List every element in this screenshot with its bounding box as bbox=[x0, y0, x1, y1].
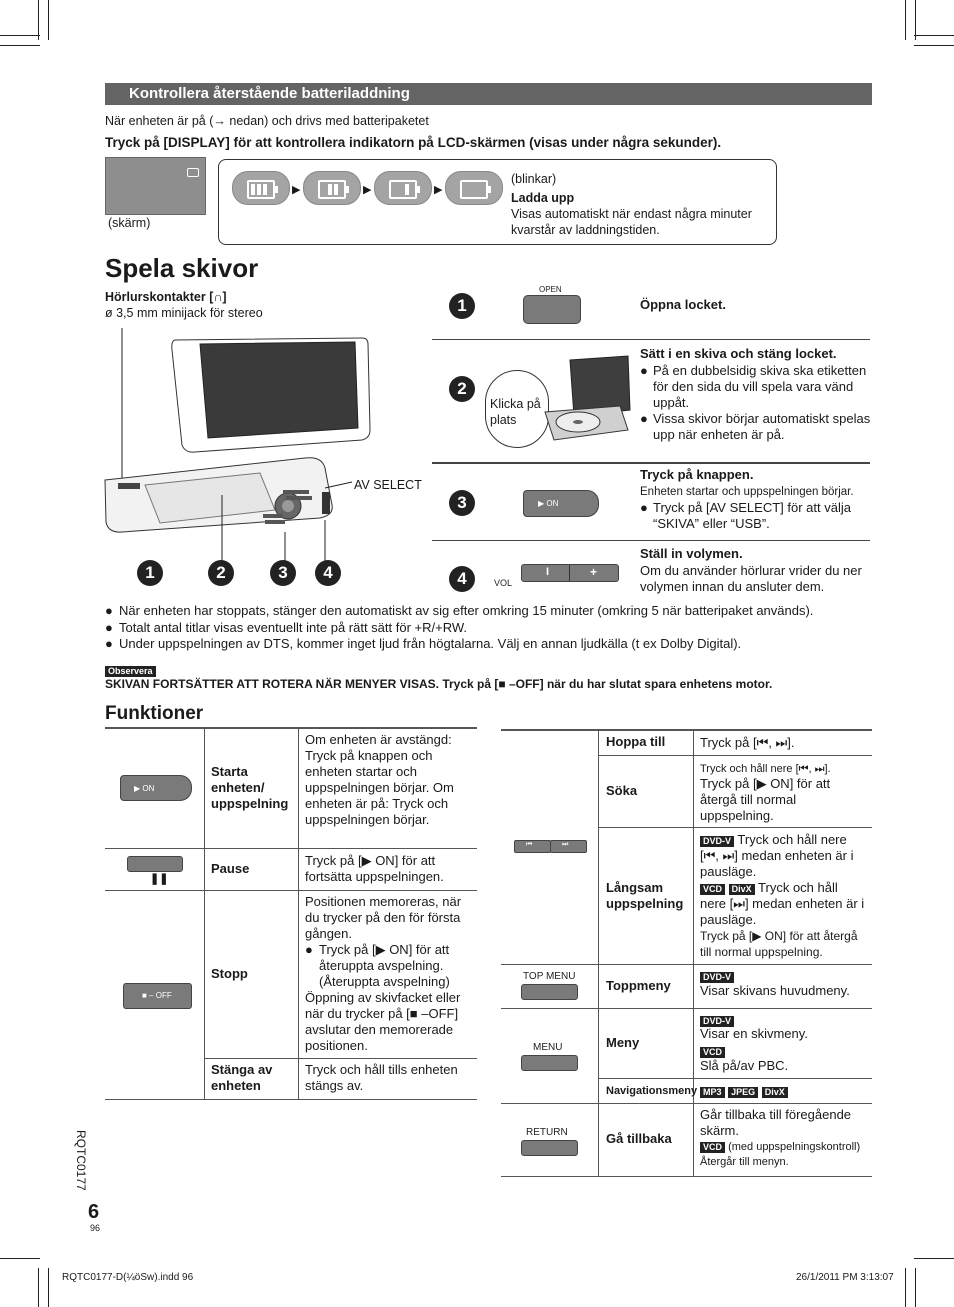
divx-tag: DivX bbox=[729, 884, 755, 895]
section-header-battery: Kontrollera återstående batteriladdning bbox=[105, 83, 872, 105]
blink-label: (blinkar) bbox=[511, 172, 557, 186]
table-row-line bbox=[501, 1103, 872, 1104]
pause-function-name: Pause bbox=[211, 861, 250, 876]
vcd-tag: VCD bbox=[700, 1142, 725, 1153]
crop-mark bbox=[48, 1268, 49, 1307]
menu-desc-2: Slå på/av PBC. bbox=[700, 1058, 789, 1073]
table-border bbox=[598, 731, 599, 1176]
menu-desc-1: Visar en skivmeny. bbox=[700, 1026, 808, 1041]
callout-1: 1 bbox=[137, 560, 163, 586]
crop-mark bbox=[38, 0, 39, 40]
table-row-line bbox=[105, 848, 477, 849]
step-2-bullet-2: ● Vissa skivor börjar automatiskt spelas upp när enheten är på. bbox=[640, 411, 871, 442]
return-button[interactable] bbox=[521, 1140, 578, 1156]
table-border bbox=[105, 727, 477, 729]
arrow-right-icon: ▶ bbox=[434, 184, 443, 196]
dvd-v-tag: DVD-V bbox=[700, 836, 734, 847]
headphone-text: ø 3,5 mm minijack för stereo bbox=[105, 306, 263, 320]
step-3-bullet: ● Tryck på [AV SELECT] för att välja “SKIVA” eller “USB”. bbox=[640, 500, 872, 532]
note-2-text: Totalt antal titlar visas eventuellt inte på rätt sätt för +R/+RW. bbox=[119, 620, 468, 635]
power-off-function-name: Stänga av enheten bbox=[211, 1062, 273, 1093]
step-4-number: 4 bbox=[449, 566, 475, 592]
return-label: RETURN bbox=[526, 1127, 568, 1138]
step-4-sub: Om du använder hörlurar vrider du ner volymen innan du ansluter dem. bbox=[640, 563, 862, 594]
callout-2: 2 bbox=[208, 560, 234, 586]
search-function-name: Söka bbox=[606, 783, 638, 798]
stop-function-bullet-text: Tryck på [▶ ON] för att återuppta avspelning. (Återuppta avspelning) bbox=[319, 942, 450, 989]
table-row-line bbox=[598, 827, 872, 828]
crop-mark bbox=[0, 35, 40, 36]
file-name: RQTC0177-D(¼öSw).indd 96 bbox=[62, 1272, 194, 1283]
top-menu-tag bbox=[700, 968, 734, 984]
crop-mark bbox=[914, 35, 954, 36]
slow-play-function-name: Långsam uppspelning bbox=[606, 880, 684, 911]
table-row-line bbox=[598, 755, 872, 756]
step-2-bullet-2-text: Vissa skivor börjar automatiskt spelas upp när enheten är på. bbox=[653, 411, 871, 442]
headphone-title: Hörlurskontakter [∩] bbox=[105, 290, 227, 304]
table-row-line bbox=[501, 964, 872, 965]
stop-function-bullet: ● Tryck på [▶ ON] för att återuppta avspelning. (Återuppta avspelning) bbox=[305, 942, 473, 990]
step-divider bbox=[432, 540, 870, 541]
top-menu-button[interactable] bbox=[521, 984, 578, 1000]
on-button[interactable] bbox=[523, 490, 599, 517]
step-2-bullet-1-text: På en dubbelsidig skiva ska etiketten för den sida du vill spela vara vänd uppåt. bbox=[653, 363, 867, 410]
dvd-v-tag: DVD-V bbox=[700, 1016, 734, 1027]
start-button[interactable] bbox=[120, 775, 192, 801]
menu-button[interactable] bbox=[521, 1055, 578, 1071]
crop-mark bbox=[905, 0, 906, 40]
play-title: Spela skivor bbox=[105, 253, 259, 283]
note-1: ● När enheten har stoppats, stänger den automatiskt av sig efter omkring 15 minuter (omkring 5 när batteripaket används). bbox=[105, 603, 885, 619]
start-function-desc: Om enheten är avstängd: Tryck på knappen och enheten startar och uppspelningen börjar. Om enheten är på: Tryck och uppspelningen börjar. bbox=[305, 732, 454, 827]
skip-forward-button[interactable] bbox=[550, 840, 587, 853]
note-3: ● Under uppspelningen av DTS, kommer inget ljud från högtalarna. Välj en annan ljudkälla (t ex Dolby Digital). bbox=[105, 636, 885, 652]
step-3-title: Tryck på knappen. bbox=[640, 467, 754, 482]
stop-button[interactable] bbox=[123, 983, 192, 1009]
start-function-name: Starta enheten/ uppspelning bbox=[211, 764, 289, 811]
navigation-menu-function-name: Navigationsmeny bbox=[606, 1085, 698, 1097]
skip-function-name: Hoppa till bbox=[606, 734, 666, 749]
charge-text: Visas automatiskt när endast några minuter kvarstår av laddningstiden. bbox=[511, 207, 752, 237]
slow-play-desc-2-text: Tryck och håll nere [⏭] medan enheten är i pausläge. bbox=[700, 880, 865, 927]
start-button-label: ▶ ON bbox=[134, 784, 155, 793]
step-2-number: 2 bbox=[449, 376, 475, 402]
slow-play-desc-1 bbox=[700, 832, 865, 880]
return-function-desc-small-text: (med uppspelningskontroll) Återgår till menyn. bbox=[700, 1141, 861, 1168]
step-divider bbox=[432, 462, 870, 464]
table-border bbox=[204, 729, 205, 1099]
crop-mark bbox=[914, 45, 954, 46]
skip-forward-icon: ⏭ bbox=[562, 841, 569, 848]
click-bubble-text: Klicka på plats bbox=[490, 397, 541, 427]
page-number-small: 96 bbox=[90, 1223, 101, 1233]
table-row-line bbox=[105, 890, 477, 891]
mp3-tag: MP3 bbox=[700, 1087, 725, 1098]
skip-back-button[interactable] bbox=[514, 840, 551, 853]
print-date: 26/1/2011 PM 3:13:07 bbox=[796, 1272, 894, 1283]
battery-empty-blinking-icon bbox=[445, 171, 503, 205]
step-3-number: 3 bbox=[449, 490, 475, 516]
crop-mark bbox=[915, 0, 916, 40]
step-2-bullet-1: ● På en dubbelsidig skiva ska etiketten för den sida du vill spela vara vänd uppåt. bbox=[640, 363, 872, 411]
document-code: RQTC0177 bbox=[74, 1130, 88, 1191]
disc-insert-illustration bbox=[540, 350, 632, 442]
search-function-desc: Tryck på [▶ ON] för att återgå till normal uppspelning. bbox=[700, 776, 831, 823]
observe-tag-text: Observera bbox=[105, 666, 156, 677]
callout-4: 4 bbox=[315, 560, 341, 586]
vol-label: VOL bbox=[494, 578, 513, 588]
charge-title: Ladda upp bbox=[511, 191, 575, 205]
lcd-screen-illustration bbox=[105, 157, 206, 215]
arrow-right-icon: ▶ bbox=[363, 184, 372, 196]
table-row-line bbox=[204, 1058, 477, 1059]
table-row-line bbox=[501, 1008, 872, 1009]
table-bottom-line bbox=[501, 1176, 872, 1177]
stop-function-name: Stopp bbox=[211, 966, 248, 981]
stop-function-desc-2: Öppning av skivfacket eller när du trycker på [■ –OFF] avslutar den memorerade positionen. bbox=[305, 990, 461, 1053]
page-number: 6 bbox=[88, 1201, 100, 1223]
battery-two-thirds-icon bbox=[303, 171, 361, 205]
crop-mark bbox=[0, 1258, 40, 1259]
step-1-number: 1 bbox=[449, 293, 475, 319]
open-button-label: OPEN bbox=[539, 285, 562, 294]
search-function-desc-small: Tryck och håll nere [⏮, ⏭]. bbox=[700, 763, 831, 775]
return-function-desc-small bbox=[700, 1140, 870, 1170]
note-1-text: När enheten har stoppats, stänger den automatiskt av sig efter omkring 15 minuter (omkring 5 när batteripaket används). bbox=[119, 603, 814, 618]
return-function-desc: Går tillbaka till föregående skärm. bbox=[700, 1107, 852, 1138]
step-1-title: Öppna locket. bbox=[640, 297, 726, 312]
crop-mark bbox=[915, 1268, 916, 1307]
av-select-label: AV SELECT bbox=[354, 478, 422, 492]
screen-label: (skärm) bbox=[108, 216, 151, 230]
step-3-bullet-text: Tryck på [AV SELECT] för att välja “SKIVA” eller “USB”. bbox=[653, 500, 851, 531]
arrow-right-icon: ▶ bbox=[292, 184, 301, 196]
top-menu-label: TOP MENU bbox=[523, 971, 576, 982]
note-3-text: Under uppspelningen av DTS, kommer inget ljud från högtalarna. Välj en annan ljudkälla (t ex Dolby Digital). bbox=[119, 636, 742, 651]
divx-tag: DivX bbox=[762, 1087, 788, 1098]
navigation-menu-tags bbox=[700, 1083, 788, 1099]
vcd-tag: VCD bbox=[700, 1047, 725, 1058]
volume-down-icon[interactable]: I bbox=[546, 566, 550, 578]
menu-tag-2 bbox=[700, 1043, 725, 1059]
slow-play-desc-1-text: Tryck och håll nere [⏮, ⏭] medan enheten är i pausläge. bbox=[700, 832, 854, 879]
battery-mini-icon bbox=[187, 168, 199, 177]
step-2-title: Sätt i en skiva och stäng locket. bbox=[640, 346, 837, 361]
skip-back-icon: ⏮ bbox=[526, 841, 533, 848]
stop-function-desc: Positionen memoreras, när du trycker på den för första gången. bbox=[305, 894, 462, 941]
battery-full-icon bbox=[232, 171, 290, 205]
table-row-line bbox=[598, 1078, 872, 1079]
crop-mark bbox=[48, 0, 49, 40]
observe-text: SKIVAN FORTSÄTTER ATT ROTERA NÄR MENYER VISAS. Tryck på [■ –OFF] när du har slutat spara enhetens motor. bbox=[105, 677, 773, 691]
battery-indicator-box bbox=[218, 159, 777, 245]
dvd-v-tag: DVD-V bbox=[700, 972, 734, 983]
skip-function-desc: Tryck på [⏮, ⏭]. bbox=[700, 735, 795, 750]
volume-rocker[interactable] bbox=[521, 564, 619, 582]
step-3-sub: Enheten startar och uppspelningen börjar. bbox=[640, 486, 854, 498]
menu-function-name: Meny bbox=[606, 1035, 640, 1050]
battery-instruction: Tryck på [DISPLAY] för att kontrollera indikatorn på LCD-skärmen (visas under några sekunder). bbox=[105, 135, 722, 150]
note-2: ● Totalt antal titlar visas eventuellt inte på rätt sätt för +R/+RW. bbox=[105, 620, 885, 636]
callout-3: 3 bbox=[270, 560, 296, 586]
open-button[interactable] bbox=[523, 295, 581, 324]
slow-play-desc-2 bbox=[700, 880, 865, 928]
slow-play-desc-3: Tryck på [▶ ON] för att återgå till normal uppspelning. bbox=[700, 929, 858, 959]
crop-mark bbox=[914, 1258, 954, 1259]
dvd-player-illustration bbox=[100, 320, 430, 570]
stop-button-label: ■ – OFF bbox=[142, 991, 172, 1000]
menu-label: MENU bbox=[533, 1042, 563, 1053]
crop-mark bbox=[0, 45, 40, 46]
table-border bbox=[298, 729, 299, 1099]
top-menu-function-name: Toppmeny bbox=[606, 978, 671, 993]
step-4-title: Ställ in volymen. bbox=[640, 546, 743, 561]
table-border bbox=[501, 729, 872, 731]
on-button-label: ▶ ON bbox=[538, 499, 559, 508]
top-menu-function-desc: Visar skivans huvudmeny. bbox=[700, 983, 850, 998]
power-off-function-desc: Tryck och håll tills enheten stängs av. bbox=[305, 1062, 458, 1093]
table-bottom-line bbox=[105, 1099, 477, 1100]
functions-title: Funktioner bbox=[105, 703, 204, 724]
battery-one-third-icon bbox=[374, 171, 432, 205]
battery-note: När enheten är på (→ nedan) och drivs med batteripaketet bbox=[105, 114, 429, 128]
crop-mark bbox=[905, 1268, 906, 1307]
pause-button[interactable] bbox=[127, 856, 183, 872]
table-border bbox=[693, 731, 694, 1176]
pause-icon: ❚❚ bbox=[150, 873, 169, 885]
step-divider bbox=[432, 339, 870, 340]
volume-up-icon[interactable]: + bbox=[590, 565, 598, 579]
crop-mark bbox=[38, 1268, 39, 1307]
return-function-name: Gå tillbaka bbox=[606, 1131, 672, 1146]
jpeg-tag: JPEG bbox=[728, 1087, 758, 1098]
pause-function-desc: Tryck på [▶ ON] för att fortsätta uppspelningen. bbox=[305, 853, 444, 884]
vcd-tag: VCD bbox=[700, 884, 725, 895]
